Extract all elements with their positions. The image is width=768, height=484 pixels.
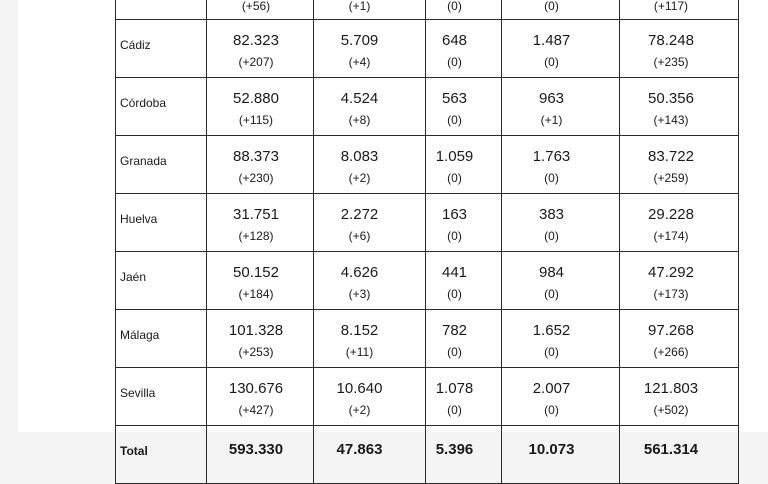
delta-value: (0)	[544, 403, 559, 417]
province-cell	[116, 368, 207, 426]
delta-value: (+8)	[348, 113, 371, 127]
province-name: Córdoba	[120, 96, 167, 110]
value-cell	[502, 78, 620, 136]
cumulative-value: 441	[441, 264, 468, 281]
province-cell	[116, 310, 207, 368]
delta-value: (+115)	[238, 113, 274, 127]
cumulative-value: 83.722	[648, 148, 694, 165]
cumulative-value: 984	[538, 264, 565, 281]
cumulative-value: 50.152	[233, 264, 279, 281]
delta-value: (0)	[544, 229, 559, 243]
value-cell	[502, 368, 620, 426]
table-row-top-partial	[116, 0, 739, 20]
delta-value: (0)	[447, 0, 462, 13]
total-value-cell	[502, 426, 620, 484]
province-cell	[116, 252, 207, 310]
delta-value: (0)	[544, 171, 559, 185]
delta-value: (+207)	[238, 55, 274, 69]
value-cell	[502, 310, 620, 368]
cumulative-value: 1.078	[435, 380, 474, 397]
total-value: 593.330	[228, 441, 284, 458]
value-cell	[620, 310, 739, 368]
delta-value: (+253)	[238, 345, 274, 359]
delta-value: (+502)	[653, 403, 689, 417]
province-name: Granada	[120, 154, 167, 168]
delta-value: (0)	[447, 229, 462, 243]
province-name: Jaén	[120, 270, 147, 284]
table-row	[116, 20, 739, 78]
delta-value: (+173)	[653, 287, 689, 301]
cumulative-value: 97.268	[648, 322, 694, 339]
cumulative-value: 8.152	[340, 322, 379, 339]
province-cell	[116, 0, 207, 20]
province-cell	[116, 194, 207, 252]
delta-value: (+6)	[348, 229, 371, 243]
delta-value: (+235)	[653, 55, 689, 69]
province-name: Málaga	[120, 328, 160, 342]
table-row	[116, 368, 739, 426]
cumulative-value: 130.676	[228, 380, 284, 397]
total-label-cell	[116, 426, 207, 484]
delta-value: (+4)	[348, 55, 371, 69]
cumulative-value: 1.059	[435, 148, 474, 165]
delta-value: (+117)	[653, 0, 689, 13]
delta-value: (+56)	[241, 0, 271, 13]
table-row	[116, 136, 739, 194]
cumulative-value: 78.248	[648, 32, 694, 49]
cumulative-value: 31.751	[233, 206, 279, 223]
delta-value: (+2)	[348, 171, 371, 185]
province-cell	[116, 78, 207, 136]
cumulative-value: 1.652	[532, 322, 571, 339]
value-cell	[502, 252, 620, 310]
cumulative-value: 52.880	[233, 90, 279, 107]
value-cell	[620, 20, 739, 78]
total-value: 47.863	[336, 441, 383, 458]
delta-value: (0)	[447, 345, 462, 359]
province-name: Huelva	[120, 212, 158, 226]
table-row	[116, 310, 739, 368]
total-value-cell	[620, 426, 739, 484]
cumulative-value: 383	[538, 206, 565, 223]
delta-value: (+174)	[653, 229, 689, 243]
delta-value: (0)	[447, 403, 462, 417]
cumulative-value: 4.524	[340, 90, 379, 107]
delta-value: (0)	[447, 287, 462, 301]
cumulative-value: 1.763	[532, 148, 571, 165]
value-cell	[620, 368, 739, 426]
delta-value: (+2)	[348, 403, 371, 417]
cumulative-value: 163	[441, 206, 468, 223]
value-cell	[502, 20, 620, 78]
delta-value: (+184)	[238, 287, 274, 301]
delta-value: (+11)	[345, 345, 374, 359]
delta-value: (0)	[544, 287, 559, 301]
cumulative-value: 8.083	[340, 148, 379, 165]
delta-value: (0)	[447, 171, 462, 185]
value-cell	[620, 136, 739, 194]
cumulative-value: 88.373	[233, 148, 279, 165]
province-cell	[116, 136, 207, 194]
total-label: Total	[120, 444, 148, 458]
cumulative-value: 563	[441, 90, 468, 107]
covid-data-table	[115, 0, 739, 484]
table-row	[116, 78, 739, 136]
cumulative-value: 5.709	[340, 32, 379, 49]
total-value: 10.073	[528, 441, 575, 458]
value-cell	[620, 194, 739, 252]
cumulative-value: 782	[441, 322, 468, 339]
value-cell	[502, 136, 620, 194]
value-cell	[620, 78, 739, 136]
cumulative-value: 29.228	[648, 206, 694, 223]
delta-value: (+427)	[238, 403, 274, 417]
province-name: Sevilla	[120, 386, 156, 400]
delta-value: (0)	[544, 55, 559, 69]
cumulative-value: 2.007	[532, 380, 571, 397]
delta-value: (0)	[544, 0, 559, 13]
cumulative-value: 2.272	[340, 206, 379, 223]
delta-value: (+1)	[348, 0, 371, 13]
cumulative-value: 47.292	[648, 264, 694, 281]
delta-value: (+3)	[348, 287, 371, 301]
delta-value: (+266)	[653, 345, 689, 359]
value-cell	[502, 194, 620, 252]
cumulative-value: 1.487	[532, 32, 571, 49]
document-page	[18, 0, 768, 458]
value-cell	[620, 252, 739, 310]
delta-value: (+259)	[653, 171, 689, 185]
total-value: 5.396	[435, 441, 474, 458]
table-row	[116, 252, 739, 310]
cumulative-value: 648	[441, 32, 468, 49]
value-cell	[620, 0, 739, 20]
value-cell	[502, 0, 620, 20]
delta-value: (0)	[447, 113, 462, 127]
cumulative-value: 121.803	[643, 380, 699, 397]
cumulative-value: 10.640	[336, 380, 383, 397]
delta-value: (+128)	[238, 229, 274, 243]
table-row	[116, 194, 739, 252]
cumulative-value: 50.356	[648, 90, 694, 107]
total-value: 561.314	[643, 441, 699, 458]
table-row-total	[116, 426, 739, 484]
delta-value: (0)	[544, 345, 559, 359]
cumulative-value: 82.323	[233, 32, 279, 49]
delta-value: (0)	[447, 55, 462, 69]
delta-value: (+1)	[540, 113, 563, 127]
delta-value: (+143)	[653, 113, 689, 127]
province-cell	[116, 20, 207, 78]
cumulative-value: 963	[538, 90, 565, 107]
cumulative-value: 101.328	[228, 322, 284, 339]
cumulative-value: 4.626	[340, 264, 379, 281]
delta-value: (+230)	[238, 171, 274, 185]
province-name: Cádiz	[120, 38, 151, 52]
